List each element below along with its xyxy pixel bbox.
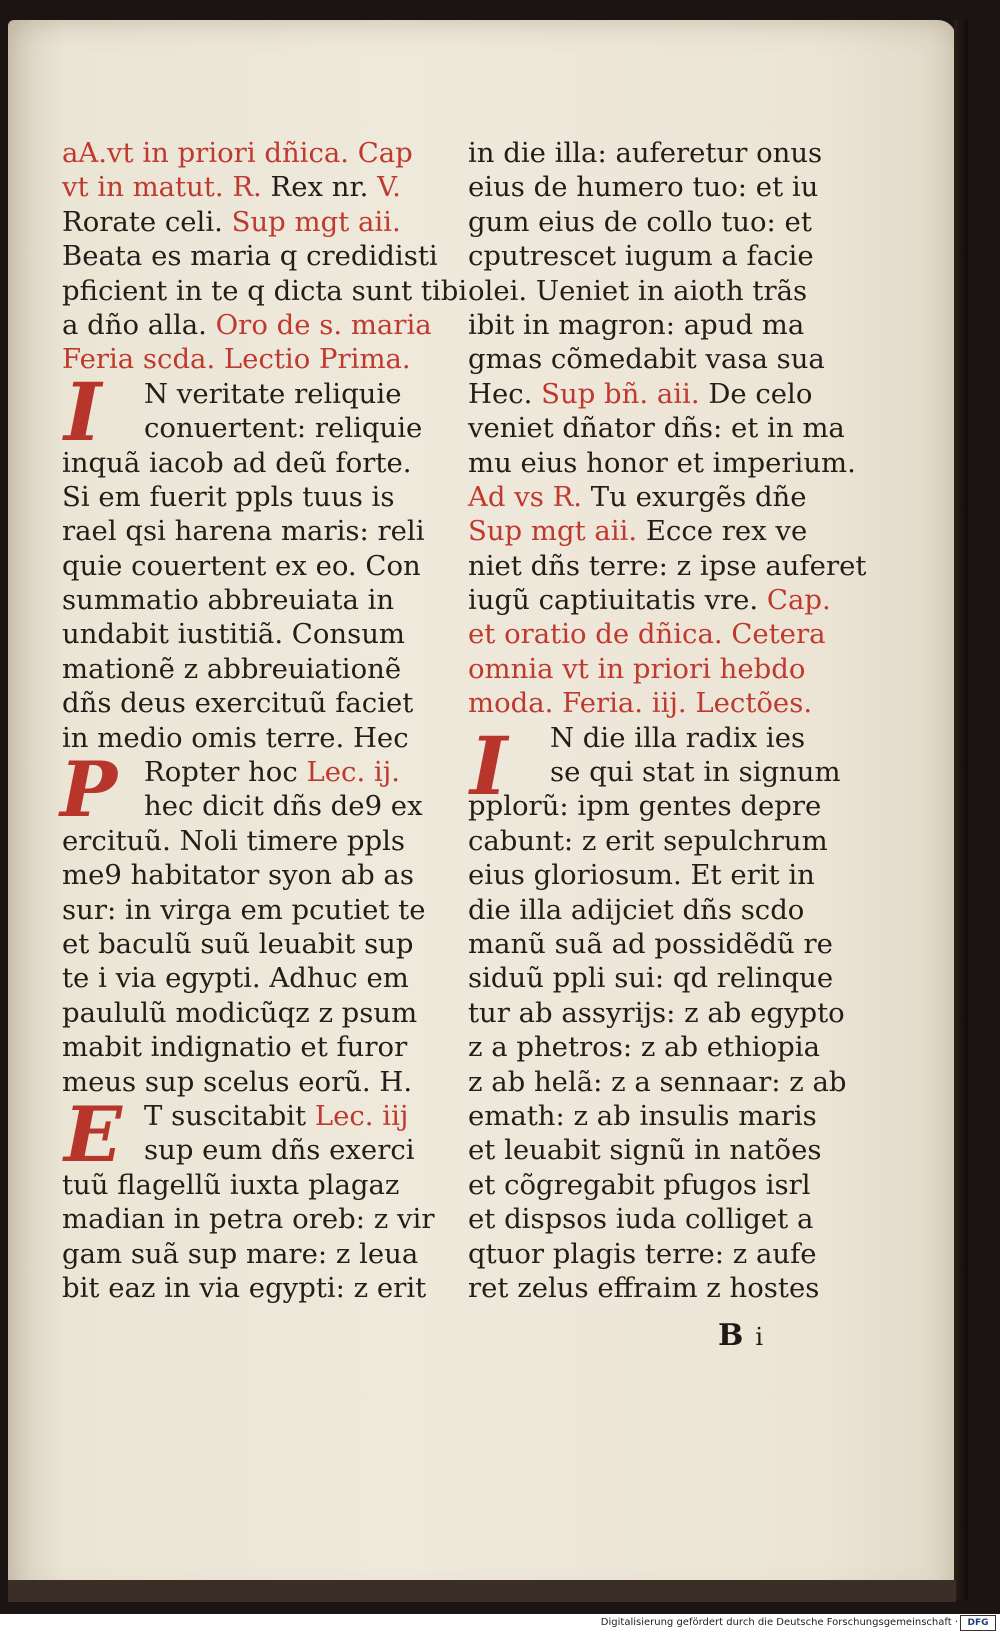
- text-line: [468, 996, 843, 1030]
- text-line: [62, 824, 437, 858]
- body-text: dñs deus exercituũ faciet: [62, 687, 414, 720]
- rubric-text: Sup mgt aii.: [231, 205, 401, 238]
- body-text: eius de humero tuo: et iu: [468, 171, 819, 204]
- body-text: T suscitabit: [144, 1099, 315, 1132]
- body-text: z ab helã: z a sennaar: z ab: [468, 1065, 847, 1098]
- text-line: [62, 652, 437, 686]
- decorated-initial-e: E: [64, 1090, 122, 1179]
- text-line: [468, 961, 843, 995]
- rubric-text: et oratio de dñica. Cetera: [468, 618, 826, 651]
- text-line: [62, 1030, 437, 1064]
- body-text: tur ab assyrijs: z ab egypto: [468, 996, 845, 1029]
- text-line: [468, 721, 843, 755]
- text-line: [62, 721, 437, 755]
- body-text: rael qsi harena maris: reli: [62, 515, 425, 548]
- text-line: [468, 514, 843, 548]
- text-line: [62, 996, 437, 1030]
- folio-letter: B: [718, 1318, 744, 1353]
- text-line: [62, 480, 437, 514]
- text-line: [468, 342, 843, 376]
- text-line: [468, 1168, 843, 1202]
- body-text: inquã iacob ad deũ forte.: [62, 446, 412, 479]
- body-text: mabit indignatio et furor: [62, 1031, 408, 1064]
- folio-number: i: [755, 1323, 764, 1351]
- text-line: [468, 1065, 847, 1099]
- body-text: olei. Ueniet in aioth trãs: [468, 274, 808, 307]
- body-text: undabit iustitiã. Consum: [62, 618, 406, 651]
- body-text: sur: in virga em pcutiet te: [62, 893, 426, 926]
- body-text: gmas cõmedabit vasa sua: [468, 343, 825, 376]
- text-line: [468, 652, 843, 686]
- text-line: [468, 308, 843, 342]
- footer-credit: Digitalisierung gefördert durch die Deutsche Forschungsgemeinschaft ·: [600, 1617, 958, 1628]
- body-text: emath: z ab insulis maris: [468, 1099, 817, 1132]
- body-text: mu eius honor et imperium.: [468, 446, 856, 479]
- text-line: [468, 893, 843, 927]
- rubric-text: Lec. iij: [314, 1099, 409, 1132]
- text-line: [468, 824, 843, 858]
- body-text: eius gloriosum. Et erit in: [468, 859, 815, 892]
- body-text: ret zelus effraim z hostes: [468, 1271, 820, 1304]
- text-line: [468, 205, 843, 239]
- decorated-initial-i-left: I: [64, 365, 102, 459]
- body-text: paululũ modicũqz z psum: [62, 996, 418, 1029]
- body-text: Ecce rex ve: [637, 515, 808, 548]
- body-text: N veritate reliquie: [144, 377, 402, 410]
- text-line: [468, 1133, 843, 1167]
- body-text: madian in petra oreb: z vir: [62, 1203, 435, 1236]
- body-text: Rex nr.: [270, 171, 378, 204]
- text-line: [62, 583, 437, 617]
- text-line: [468, 480, 843, 514]
- body-text: quie couertent ex eo. Con: [62, 549, 421, 582]
- body-text: a dño alla.: [62, 308, 216, 341]
- body-text: niet dñs terre: z ipse auferet: [468, 549, 867, 582]
- body-text: me9 habitator syon ab as: [62, 859, 414, 892]
- body-text: hec dicit dñs de9 ex: [144, 790, 423, 823]
- rubric-text: Oro de s. maria: [215, 308, 432, 341]
- text-line: [468, 1202, 843, 1236]
- decorated-initial-p: P: [60, 745, 118, 834]
- body-text: pplorũ: ipm gentes depre: [468, 790, 822, 823]
- text-line: [62, 927, 437, 961]
- text-line: [62, 205, 437, 239]
- text-line: [468, 446, 856, 480]
- body-text: iugũ captiuitatis vre.: [468, 584, 767, 617]
- body-text: veniet dñator dñs: et in ma: [468, 412, 845, 445]
- text-line: [468, 1271, 843, 1305]
- text-line: [468, 274, 843, 308]
- body-text: cabunt: z erit sepulchrum: [468, 824, 828, 857]
- rubric-text: Sup bñ. aii.: [541, 377, 700, 410]
- text-line: [468, 755, 843, 789]
- body-text: et baculũ suũ leuabit sup: [62, 927, 414, 960]
- body-text: sup eum dñs exerci: [144, 1134, 415, 1167]
- body-text: conuertent: reliquie: [144, 412, 423, 445]
- rubric-text: aA.vt in priori dñica. Cap: [62, 137, 413, 169]
- body-text: Beata es maria q credidisti: [62, 240, 438, 273]
- body-text: siduũ ppli sui: qd relinque: [468, 962, 834, 995]
- body-text: gum eius de collo tuo: et: [468, 205, 812, 238]
- text-line: [62, 893, 437, 927]
- text-line: [62, 411, 437, 445]
- body-text: summatio abbreuiata in: [62, 584, 395, 617]
- text-line: [468, 1099, 843, 1133]
- body-text: in medio omis terre. Hec: [62, 721, 409, 754]
- text-line: [62, 789, 437, 823]
- body-text: et leuabit signũ in natões: [468, 1134, 822, 1167]
- rubric-text: Ad vs R.: [468, 480, 583, 513]
- text-line: [468, 583, 843, 617]
- body-text: mationẽ z abbreuiationẽ: [62, 652, 402, 685]
- body-text: te i via egypti. Adhuc em: [62, 962, 409, 995]
- body-text: Hec.: [468, 377, 542, 410]
- rubric-text: Lec. ij.: [306, 756, 400, 789]
- text-line: [468, 858, 843, 892]
- body-text: die illa adijciet dñs scdo: [468, 893, 805, 926]
- body-text: tuũ flagellũ iuxta plagaz: [62, 1168, 400, 1201]
- body-text: se qui stat in signum: [550, 756, 841, 789]
- body-text: Ropter hoc: [144, 756, 307, 789]
- text-line: [62, 1202, 437, 1236]
- text-line: [62, 342, 437, 376]
- body-text: Rorate celi.: [62, 205, 232, 238]
- text-line: [62, 617, 437, 651]
- body-text: ibit in magron: apud ma: [468, 308, 805, 341]
- text-line: [62, 755, 437, 789]
- body-text: pficient in te q dicta sunt tibi: [62, 274, 468, 307]
- body-text: z a phetros: z ab ethiopia: [468, 1031, 820, 1064]
- body-text: N die illa radix ies: [550, 721, 806, 754]
- body-text: De celo: [699, 377, 813, 410]
- text-line: [62, 961, 437, 995]
- text-line: [468, 549, 867, 583]
- text-line: [62, 274, 468, 308]
- text-line: [468, 377, 843, 411]
- text-line: [62, 1237, 437, 1271]
- text-line: [468, 239, 843, 273]
- body-text: manũ suã ad possidẽdũ re: [468, 927, 833, 960]
- text-line: [62, 308, 437, 342]
- text-line: [468, 411, 843, 445]
- text-line: [468, 789, 843, 823]
- text-line: [62, 377, 437, 411]
- rubric-text: omnia vt in priori hebdo: [468, 652, 806, 685]
- rubric-text: Feria scda. Lectio Prima.: [62, 343, 411, 376]
- text-line: [62, 239, 437, 273]
- body-text: ercituũ. Noli timere ppls: [62, 824, 405, 857]
- body-text: et dispsos iuda colliget a: [468, 1203, 814, 1236]
- folio-signature: [718, 1318, 763, 1353]
- text-line: [468, 136, 843, 170]
- body-text: bit eaz in via egypti: z erit: [62, 1271, 427, 1304]
- decorated-initial-i-right: I: [470, 719, 508, 813]
- text-line: [468, 1030, 843, 1064]
- text-line: [62, 1271, 437, 1305]
- page-bottom-edge: [8, 1580, 956, 1602]
- page-edge: [954, 20, 968, 1600]
- text-line: [468, 686, 843, 720]
- text-line: [62, 549, 437, 583]
- body-text: cputrescet iugum a facie: [468, 240, 814, 273]
- text-line: [62, 858, 437, 892]
- text-line: [62, 446, 437, 480]
- rubric-text: vt in matut. R.: [62, 171, 271, 204]
- body-text: Si em fuerit ppls tuus is: [62, 480, 395, 513]
- right-text-column: [468, 136, 867, 1305]
- text-line: [62, 686, 437, 720]
- text-line: [62, 170, 437, 204]
- rubric-text: V.: [377, 171, 401, 204]
- body-text: gam suã sup mare: z leua: [62, 1237, 419, 1270]
- text-line: [468, 617, 843, 651]
- text-line: [468, 170, 843, 204]
- dfg-logo-icon: DFG: [960, 1615, 996, 1631]
- body-text: in die illa: auferetur onus: [468, 137, 823, 169]
- text-line: [62, 136, 437, 170]
- body-text: et cõgregabit pfugos isrl: [468, 1168, 811, 1201]
- rubric-text: Sup mgt aii.: [468, 515, 638, 548]
- text-line: [62, 514, 437, 548]
- body-text: Tu exurgẽs dñe: [582, 480, 807, 513]
- rubric-text: moda. Feria. iij. Lectões.: [468, 687, 813, 720]
- body-text: meus sup scelus eorũ. H.: [62, 1065, 413, 1098]
- body-text: qtuor plagis terre: z aufe: [468, 1237, 817, 1270]
- text-line: [468, 1237, 843, 1271]
- text-line: [468, 927, 843, 961]
- rubric-text: Cap.: [766, 584, 831, 617]
